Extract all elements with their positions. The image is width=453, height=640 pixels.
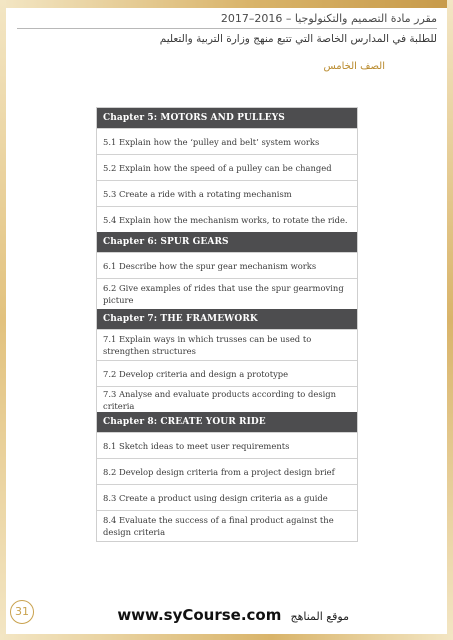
decorative-bottom-border <box>0 634 453 640</box>
table-row: 6.1 Describe how the spur gear mechanism works <box>97 252 357 278</box>
table-row: 5.1 Explain how the ‘pulley and belt’ system works <box>97 128 357 154</box>
table-row: 8.3 Create a product using design criteria as a guide <box>97 484 357 510</box>
chapter-header: Chapter 8: CREATE YOUR RIDE <box>97 412 357 432</box>
course-subtitle: للطلبة في المدارس الخاصة التي تتبع منهج وزارة التربية والتعليم <box>159 33 437 45</box>
page-number: 31 <box>10 600 34 624</box>
page-header <box>17 12 437 72</box>
curriculum-table <box>96 107 358 542</box>
decorative-right-border <box>447 0 453 640</box>
table-row: 8.1 Sketch ideas to meet user requirements <box>97 432 357 458</box>
course-title: مقرر مادة التصميم والتكنولوجيا – 2016–2017 <box>17 12 437 29</box>
table-row: 7.2 Develop criteria and design a prototype <box>97 360 357 386</box>
site-url-link[interactable]: www.syCourse.com <box>117 606 282 624</box>
table-row: 8.4 Evaluate the success of a final product against the design criteria <box>97 510 357 541</box>
chapter-header: Chapter 6: SPUR GEARS <box>97 232 357 252</box>
table-row: 8.2 Develop design criteria from a project design brief <box>97 458 357 484</box>
decorative-left-border <box>0 0 6 640</box>
site-arabic-label: موقع المناهج <box>290 610 349 623</box>
decorative-top-border <box>0 0 453 8</box>
footer-branding <box>117 605 349 624</box>
chapter-header: Chapter 5: MOTORS AND PULLEYS <box>97 108 357 128</box>
table-row: 5.4 Explain how the mechanism works, to rotate the ride. <box>97 206 357 232</box>
chapter-header: Chapter 7: THE FRAMEWORK <box>97 309 357 329</box>
table-row: 7.3 Analyse and evaluate products according to design criteria <box>97 386 357 412</box>
table-row: 5.3 Create a ride with a rotating mechanism <box>97 180 357 206</box>
table-row: 5.2 Explain how the speed of a pulley can be changed <box>97 154 357 180</box>
table-row: 7.1 Explain ways in which trusses can be used to strengthen structures <box>97 329 357 360</box>
grade-label: الصف الخامس <box>323 61 385 72</box>
table-row: 6.2 Give examples of rides that use the spur gearmoving picture <box>97 278 357 309</box>
